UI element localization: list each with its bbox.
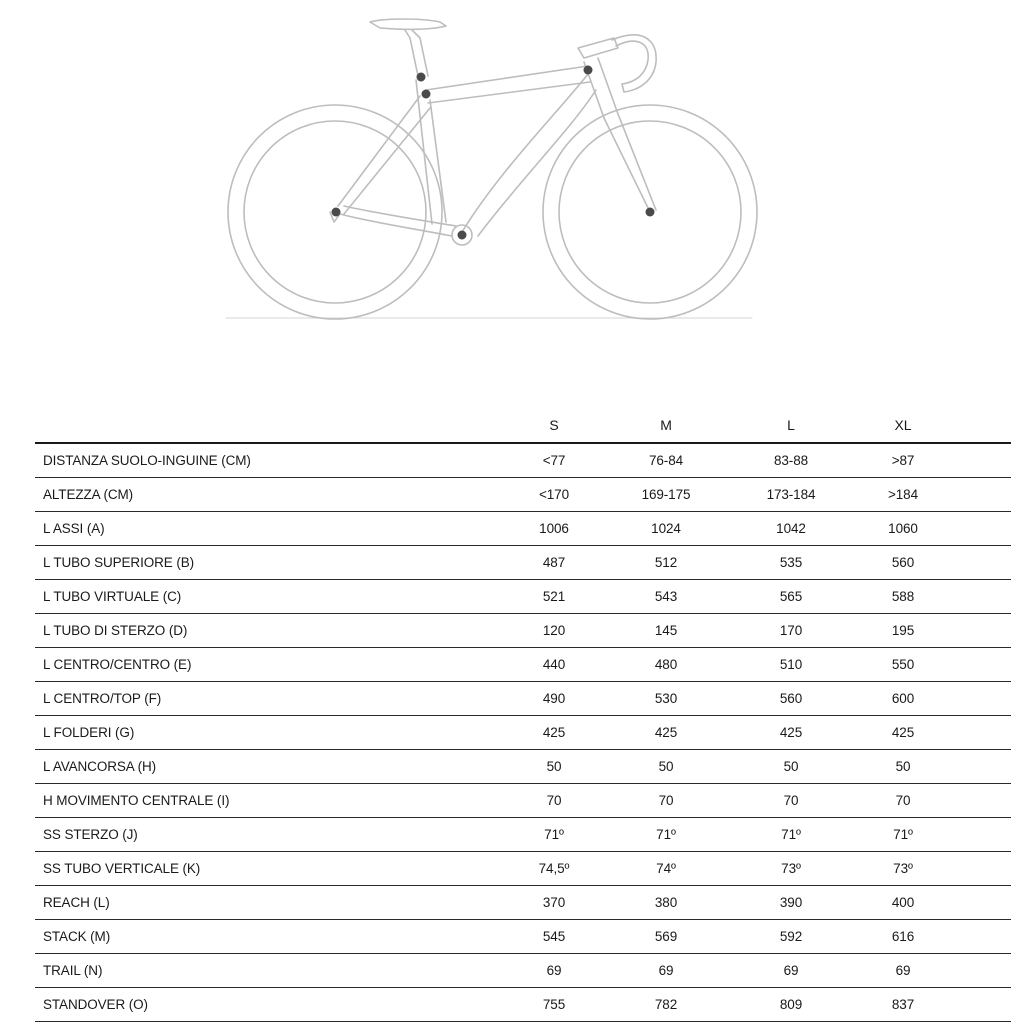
bike-illustration [0,0,1024,330]
point-head-tube-top [584,66,593,75]
cell-s: 490 [542,691,566,706]
cell-m: 145 [654,623,678,638]
cell-s: 545 [542,929,566,944]
cell-m: 50 [658,759,674,774]
row-label: L FOLDERI (G) [43,725,135,740]
row-label: L CENTRO/CENTRO (E) [43,657,192,672]
table-row [35,784,1011,818]
row-label: STANDOVER (O) [43,997,148,1012]
table-row [35,852,1011,886]
cell-l: 71º [781,827,801,842]
cell-xl: >184 [887,487,918,502]
column-header-m: M [660,417,672,433]
table-row [35,614,1011,648]
cell-m: 74º [656,861,676,876]
cell-xl: 600 [891,691,915,706]
cell-s: 487 [542,555,566,570]
cell-l: 70 [783,793,799,808]
table-row [35,818,1011,852]
table-row [35,682,1011,716]
row-label: L CENTRO/TOP (F) [43,691,162,706]
chain-stay [340,206,456,236]
cell-xl: 69 [895,963,911,978]
column-header-l: L [787,417,795,433]
row-label: REACH (L) [43,895,110,910]
cell-s: 425 [542,725,566,740]
cell-m: 782 [654,997,678,1012]
cell-s: <77 [542,453,566,468]
cell-m: 169-175 [641,487,691,502]
table-row [35,580,1011,614]
cell-l: 173-184 [766,487,816,502]
cell-m: 69 [658,963,674,978]
table-row [35,478,1011,512]
handlebar [612,35,656,92]
cell-xl: 425 [891,725,915,740]
cell-m: 425 [654,725,678,740]
cell-m: 543 [654,589,678,604]
table-row [35,716,1011,750]
point-rear-axle [332,208,341,217]
row-label: TRAIL (N) [43,963,103,978]
cell-xl: 588 [891,589,915,604]
table-row [35,988,1011,1022]
table-row [35,886,1011,920]
cell-xl: 616 [891,929,915,944]
cell-l: 73º [781,861,801,876]
cell-xl: 73º [893,861,913,876]
row-label: L AVANCORSA (H) [43,759,157,774]
cell-l: 592 [779,929,803,944]
row-label: STACK (M) [43,929,111,944]
cell-l: 560 [779,691,803,706]
cell-l: 390 [779,895,803,910]
table-row [35,920,1011,954]
cell-l: 809 [779,997,803,1012]
point-bottom-bracket [458,231,467,240]
cell-s: 120 [542,623,566,638]
cell-xl: 837 [891,997,915,1012]
cell-s: 70 [546,793,562,808]
top-tube [426,66,590,103]
cell-xl: >87 [891,453,915,468]
cell-xl: 400 [891,895,915,910]
cell-m: 380 [654,895,678,910]
cell-m: 569 [654,929,678,944]
cell-s: 440 [542,657,566,672]
cell-s: 370 [542,895,566,910]
cell-l: 425 [779,725,803,740]
row-label: H MOVIMENTO CENTRALE (I) [43,793,230,808]
column-header-s: S [549,417,559,433]
cell-xl: 1060 [888,521,918,536]
column-header-xl: XL [894,417,912,433]
cell-xl: 550 [891,657,915,672]
cell-m: 480 [654,657,678,672]
row-label: L TUBO VIRTUALE (C) [43,589,182,604]
row-label: SS TUBO VERTICALE (K) [43,861,201,876]
cell-m: 70 [658,793,674,808]
cell-s: 71º [544,827,564,842]
point-front-axle [646,208,655,217]
seat-stay [338,96,430,214]
cell-xl: 71º [893,827,913,842]
cell-l: 50 [783,759,799,774]
cell-s: 1006 [539,521,569,536]
point-seat-clamp [417,73,426,82]
cell-xl: 560 [891,555,915,570]
table-row [35,750,1011,784]
table-row [35,546,1011,580]
cell-m: 512 [654,555,678,570]
cell-l: 83-88 [773,453,809,468]
row-label: SS STERZO (J) [43,827,138,842]
cell-l: 170 [779,623,803,638]
cell-xl: 50 [895,759,911,774]
row-label: L ASSI (A) [43,521,105,536]
cell-xl: 70 [895,793,911,808]
cell-m: 76-84 [648,453,684,468]
cell-s: 755 [542,997,566,1012]
saddle [370,19,446,29]
cell-l: 1042 [776,521,806,536]
cell-s: 50 [546,759,562,774]
cell-m: 530 [654,691,678,706]
table-row [35,648,1011,682]
cell-s: <170 [538,487,569,502]
cell-l: 565 [779,589,803,604]
row-label: DISTANZA SUOLO-INGUINE (CM) [43,453,251,468]
down-tube [462,74,596,236]
cell-s: 521 [542,589,566,604]
cell-m: 71º [656,827,676,842]
point-top-tube-junction [422,90,431,99]
geometry-table [35,408,1011,1022]
row-label: ALTEZZA (CM) [43,487,134,502]
table-row [35,444,1011,478]
cell-s: 69 [546,963,562,978]
table-row [35,512,1011,546]
cell-m: 1024 [651,521,681,536]
seatpost [405,30,428,76]
table-header-row [35,408,1011,444]
cell-l: 69 [783,963,799,978]
row-label: L TUBO DI STERZO (D) [43,623,188,638]
cell-s: 74,5º [538,861,570,876]
cell-l: 510 [779,657,803,672]
row-label: L TUBO SUPERIORE (B) [43,555,195,570]
cell-l: 535 [779,555,803,570]
cell-xl: 195 [891,623,915,638]
table-row [35,954,1011,988]
stem [578,38,618,58]
